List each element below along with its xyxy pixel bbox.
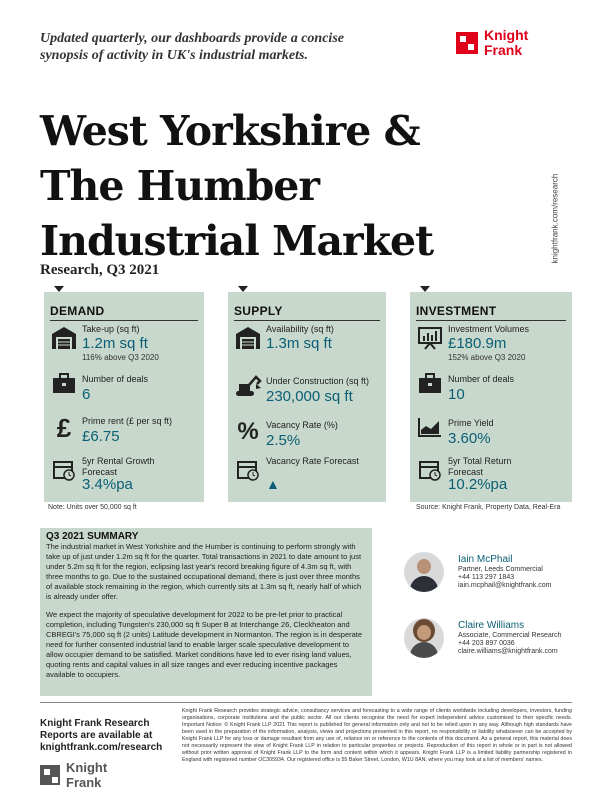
warehouse-icon	[234, 326, 262, 354]
demand-rental-growth: 5yr Rental Growth Forecast 3.4%pa	[50, 456, 200, 496]
investment-heading: INVESTMENT	[416, 304, 497, 318]
demand-deals: Number of deals 6	[50, 370, 200, 410]
supply-vacancy-forecast: Vacancy Rate Forecast ▲	[234, 456, 382, 496]
investment-total-return: 5yr Total Return Forecast 10.2%pa	[416, 456, 568, 496]
logo-mark-icon	[40, 765, 60, 785]
up-triangle-icon: ▲	[266, 476, 280, 492]
logo-word-1: Knight	[484, 27, 529, 43]
briefcase-icon	[50, 372, 78, 400]
avatar	[404, 552, 444, 592]
supply-under-construction: Under Construction (sq ft) 230,000 sq ft	[234, 372, 382, 412]
title-line-1: West Yorkshire &	[40, 107, 420, 155]
page-subtitle: Research, Q3 2021	[40, 262, 160, 278]
supply-panel	[228, 292, 386, 502]
intro-text: Updated quarterly, our dashboards provide a concise synopsis of activity in UK's industrial markets.	[40, 31, 344, 63]
percent-icon: %	[237, 418, 259, 445]
demand-heading: DEMAND	[50, 304, 105, 318]
summary-box	[40, 528, 372, 696]
investment-deals: Number of deals 10	[416, 370, 568, 410]
demand-take-up: Take-up (sq ft) 1.2m sq ft 116% above Q3 2020	[50, 324, 200, 364]
legal-disclaimer: Knight Frank Research provides strategic advice, consultancy services and forecasting to a wide range of clients worldwide including developers, investors, funding organisations, corporate institutions and the public sector. All our clients recognise the need for expert independent advice customised to their specific needs. Important Notice: © Knight Frank LLP 2021 This report is published for general information only and not to be relied upon in any way. Although high standards have been used in the preparation of the information, analysis, views and projections presented in this report, no responsibility or liability whatsoever can be accepted by Knight Frank LLP for any loss or damage resultant from any use of, reliance on or reference to the contents of this document. As a general report, this material does not necessarily represent the view of Knight Frank LLP in relation to particular properties or projects. Reproduction of this report in whole or in part is not allowed without prior written approval of Knight Frank LLP to the form and content within which it appears. Knight Frank LLP is a limited liability partnership registered in England with registered number OC305934. Our registered office is 55 Baker Street, London, W1U 8AN, where you may look at a list of members' names.	[182, 708, 572, 763]
presentation-icon	[416, 326, 444, 354]
contact-card: Iain McPhail Partner, Leeds Commercial +44 113 297 1843 iain.mcphail@knightfrank.com	[404, 552, 574, 604]
footer-logo: Knight Frank	[40, 760, 107, 790]
warehouse-icon	[50, 326, 78, 354]
source-note: Source: Knight Frank, Property Data, Real-Era	[416, 504, 561, 511]
demand-panel	[44, 292, 204, 502]
calendar-icon	[50, 458, 78, 486]
page-title	[40, 104, 510, 269]
demand-note: Note: Units over 50,000 sq ft	[48, 504, 137, 511]
briefcase-icon	[416, 372, 444, 400]
contact-email[interactable]: claire.williams@knightfrank.com	[458, 648, 558, 655]
panel-tab-marker	[410, 286, 572, 292]
title-line-3: Industrial Market	[40, 217, 434, 265]
title-line-2: The Humber	[40, 162, 319, 210]
avatar	[404, 618, 444, 658]
supply-vacancy-rate: % Vacancy Rate (%) 2.5%	[234, 416, 382, 456]
excavator-icon	[234, 374, 262, 402]
investment-panel	[410, 292, 572, 502]
area-chart-icon	[416, 416, 444, 444]
panel-tab-marker	[228, 286, 386, 292]
demand-prime-rent: £ Prime rent (£ per sq ft) £6.75	[50, 412, 200, 452]
logo-mark-icon	[456, 32, 478, 54]
summary-heading: Q3 2021 SUMMARY	[46, 531, 139, 542]
summary-paragraph-1: The industrial market in West Yorkshire and the Humber is continuing to perform strongly with take up of just under 1.2m sq ft for the quarter. Total transactions in 2021 to date amount to just under 5.2m sq ft for the region, eclipsing last year's record breaking figure of 4.3m sq ft, with three months to go. Due to the sustained occupational demand, there is just over three months of available stock remaining in the region, which currently sits at 1.3m sq ft, nearly half of which is already under offer.	[46, 542, 362, 601]
footer-research-link[interactable]: Knight Frank Research Reports are available at knightfrank.com/research	[40, 718, 163, 753]
supply-availability: Availability (sq ft) 1.3m sq ft	[234, 324, 382, 364]
panel-tab-marker	[44, 286, 204, 292]
investment-prime-yield: Prime Yield 3.60%	[416, 414, 568, 454]
supply-heading: SUPPLY	[234, 304, 283, 318]
knight-frank-logo[interactable]	[456, 28, 528, 58]
side-url[interactable]: knightfrank.com/research	[550, 173, 560, 264]
calendar-icon	[416, 458, 444, 486]
investment-volumes: Investment Volumes £180.9m 152% above Q3 2020	[416, 324, 568, 364]
calendar-icon	[234, 458, 262, 486]
contact-card: Claire Williams Associate, Commercial Research +44 203 897 0036 claire.williams@knightfrank.com	[404, 618, 574, 670]
logo-word-2: Frank	[484, 42, 523, 58]
summary-paragraph-2: We expect the majority of speculative development for 2022 to be pre-let prior to practical completion, including Tungsten's 230,000 sq ft Super B at Interchange 26, Cleckheaton and CBREGI's 75,000 sq ft (2 units) Latitude development in Normanton. The region is in desperate need for further consented industrial land to enable larger scale speculative development to allow occupier demand to be satisfied. Market conditions have led to ever rising land values, quoting rents and capital values in all size ranges and ever reducing incentive packages available to occupiers.	[46, 610, 363, 679]
pound-icon: £	[56, 413, 72, 443]
contact-email[interactable]: iain.mcphail@knightfrank.com	[458, 582, 552, 589]
